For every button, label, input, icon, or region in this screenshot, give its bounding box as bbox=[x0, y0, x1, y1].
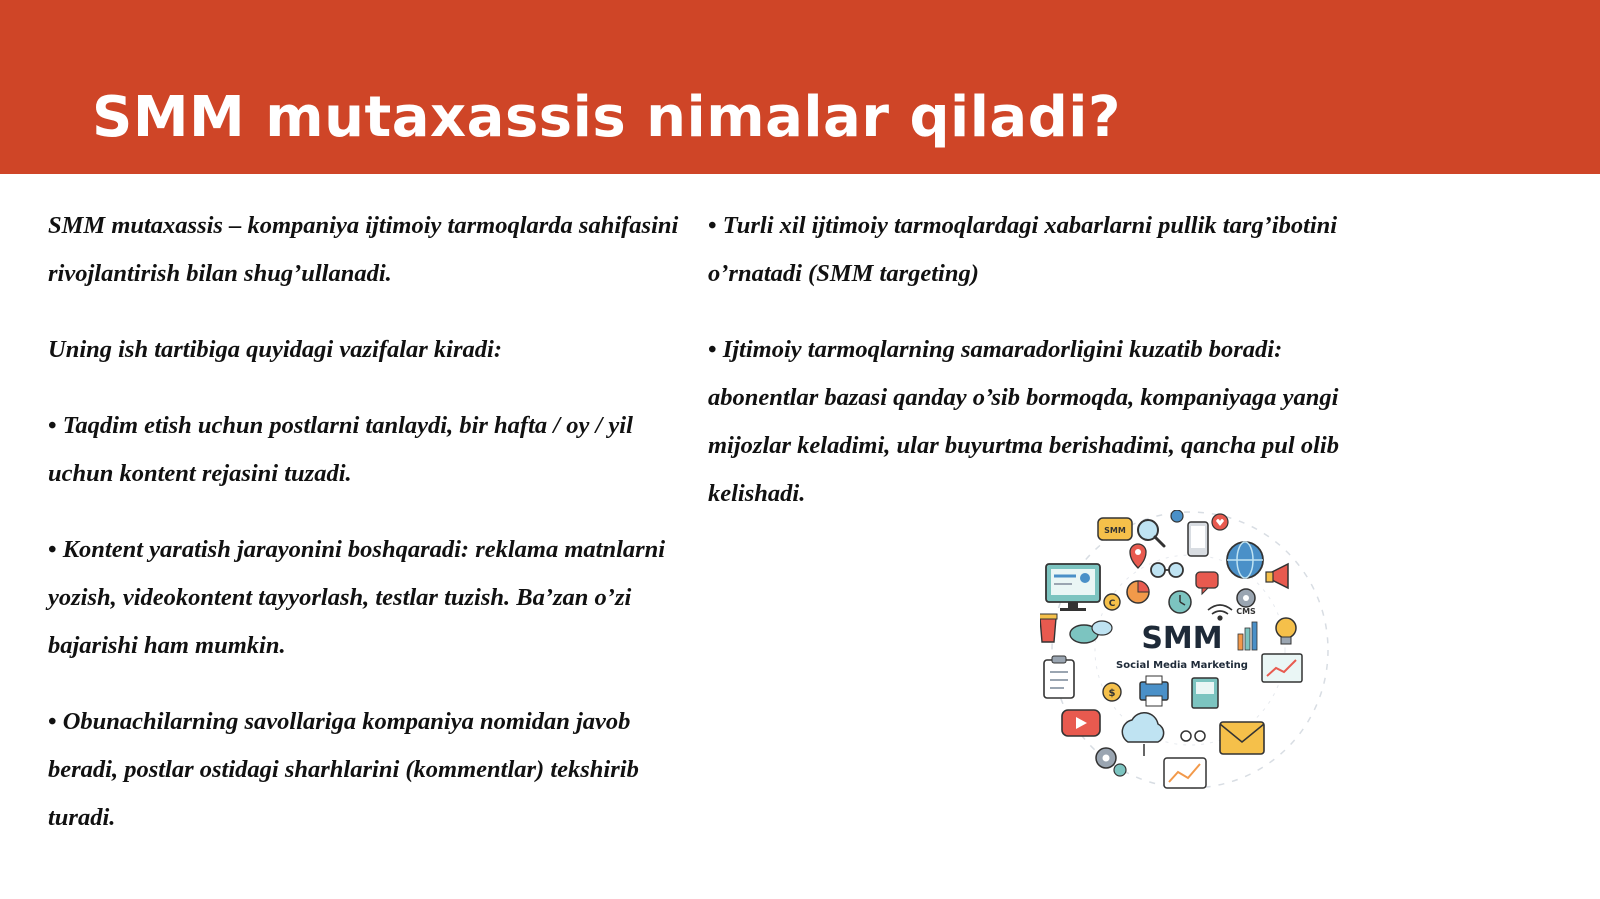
bullet-item bbox=[48, 526, 698, 670]
smm-logo-subtitle: Social Media Marketing bbox=[1116, 660, 1248, 671]
cms-label: CMS bbox=[1236, 607, 1256, 616]
lightbulb-icon bbox=[1276, 618, 1296, 644]
right-column bbox=[708, 202, 1348, 546]
chat-bubble-icon bbox=[1070, 621, 1112, 643]
printer-icon bbox=[1140, 676, 1168, 706]
play-video-icon bbox=[1062, 710, 1100, 736]
bullet-item bbox=[708, 326, 1348, 518]
bullet-icon: • bbox=[48, 412, 57, 439]
envelope-icon bbox=[1220, 722, 1264, 754]
location-pin-icon bbox=[1130, 544, 1146, 568]
bullet-text: Ijtimoiy tarmoqlarning samaradorligini kuzatib boradi: abonentlar bazasi qanday o’sib bormoqda, kompaniyaga yangi mijozlar keladimi, ular buyurtma berishadimi, qancha pul olib kelishadi. bbox=[708, 336, 1339, 507]
bullet-text: Turli xil ijtimoiy tarmoqlardagi xabarlarni pullik targ’ibotini o’rnatadi (SMM targeting) bbox=[708, 212, 1338, 287]
smm-badge-text: SMM bbox=[1104, 526, 1126, 535]
bullet-text: Taqdim etish uchun postlarni tanlaydi, bir hafta / oy / yil uchun kontent rejasini tuzadi. bbox=[48, 412, 633, 487]
monitor-icon bbox=[1046, 564, 1100, 611]
glasses-icon bbox=[1181, 731, 1205, 741]
title-banner bbox=[0, 0, 1600, 174]
chat-bubble-icon bbox=[1196, 572, 1218, 594]
wifi-icon bbox=[1208, 605, 1232, 620]
bullet-item bbox=[708, 202, 1348, 298]
bullet-text: Kontent yaratish jarayonini boshqaradi: reklama matnlarni yozish, videokontent tayyorlash, testlar tuzish. Ba’zan o’zi bajarishi ham mumkin. bbox=[48, 536, 666, 659]
globe-icon bbox=[1227, 542, 1263, 578]
bullet-text: Obunachilarning savollariga kompaniya nomidan javob beradi, postlar ostidagi sharhlarini (kommentlar) tekshirib turadi. bbox=[48, 708, 639, 831]
search-icon bbox=[1138, 520, 1164, 546]
smm-illustration-svg bbox=[1040, 510, 1350, 810]
bullet-item bbox=[48, 402, 698, 498]
heart-icon bbox=[1212, 514, 1228, 530]
book-icon bbox=[1192, 678, 1218, 708]
pie-chart-icon bbox=[1127, 581, 1149, 603]
trend-chart-icon bbox=[1164, 758, 1206, 788]
svg-text:C: C bbox=[1108, 599, 1116, 609]
megaphone-icon bbox=[1266, 564, 1288, 588]
bullet-icon: • bbox=[48, 708, 57, 735]
cloud-icon bbox=[1122, 713, 1163, 756]
bullet-icon: • bbox=[48, 536, 57, 563]
clock-icon bbox=[1169, 591, 1191, 613]
smm-illustration bbox=[1040, 510, 1350, 810]
cup-icon bbox=[1040, 614, 1057, 642]
bar-chart-icon bbox=[1238, 622, 1257, 650]
gear-icon bbox=[1096, 748, 1126, 776]
like-icon bbox=[1171, 510, 1183, 522]
gear-icon bbox=[1237, 589, 1255, 607]
smm-badge-icon bbox=[1098, 518, 1132, 540]
glasses-icon bbox=[1151, 563, 1183, 577]
bullet-icon: • bbox=[708, 212, 717, 239]
slide-title: SMM mutaxassis nimalar qiladi? bbox=[92, 85, 1121, 150]
clipboard-icon bbox=[1044, 656, 1074, 698]
duties-heading: Uning ish tartibiga quyidagi vazifalar kiradi: bbox=[48, 336, 502, 363]
trend-chart-icon bbox=[1262, 654, 1302, 682]
intro-text: SMM mutaxassis – kompaniya ijtimoiy tarmoqlarda sahifasini rivojlantirish bilan shug’ullanadi. bbox=[48, 212, 679, 287]
left-column bbox=[48, 202, 698, 870]
coin-icon bbox=[1104, 594, 1120, 610]
smartphone-icon bbox=[1188, 522, 1208, 556]
smm-logo-text: SMM bbox=[1141, 621, 1223, 656]
bullet-icon: • bbox=[708, 336, 717, 363]
bullet-item bbox=[48, 698, 698, 842]
coin-icon bbox=[1103, 683, 1121, 701]
svg-text:$: $ bbox=[1108, 688, 1116, 699]
